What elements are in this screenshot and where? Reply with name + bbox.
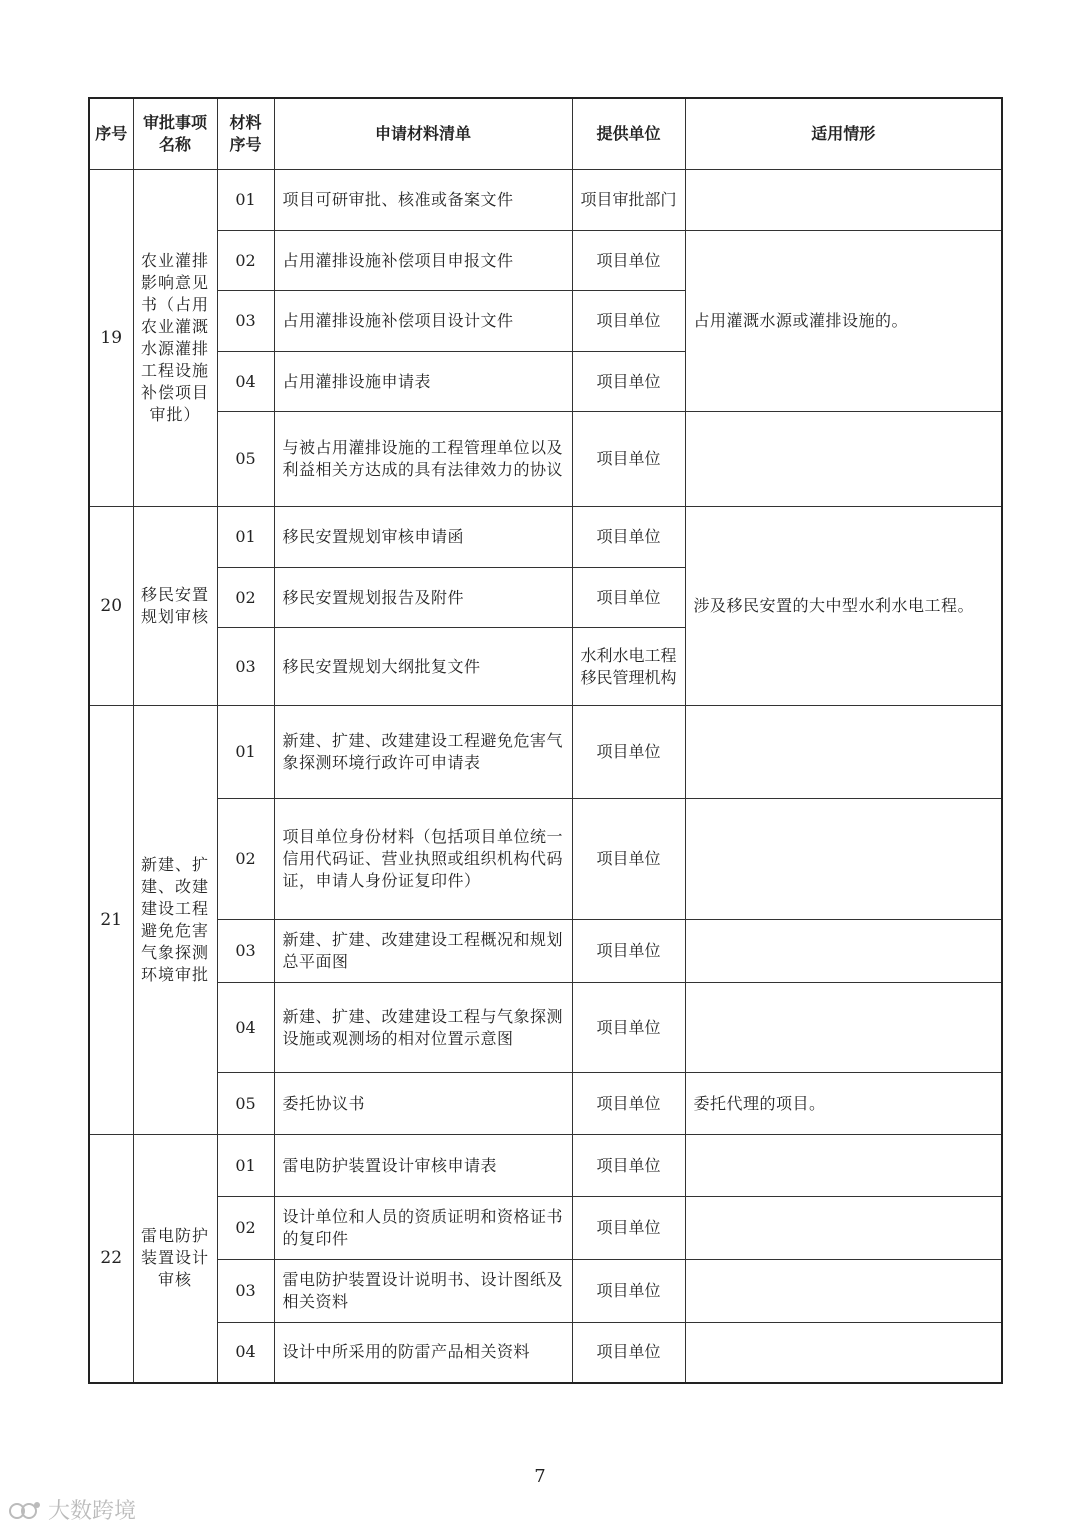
table-row bbox=[89, 170, 1002, 231]
material-text: 新建、扩建、改建建设工程概况和规划总平面图 bbox=[274, 920, 572, 983]
material-text: 雷电防护装置设计说明书、设计图纸及相关资料 bbox=[274, 1260, 572, 1323]
provider: 项目单位 bbox=[572, 1135, 685, 1197]
material-no: 02 bbox=[217, 231, 274, 291]
watermark-logo-icon bbox=[8, 1499, 42, 1521]
material-text: 新建、扩建、改建建设工程避免危害气象探测环境行政许可申请表 bbox=[274, 706, 572, 799]
header-situation: 适用情形 bbox=[685, 98, 1002, 170]
situation bbox=[685, 799, 1002, 920]
provider: 项目单位 bbox=[572, 412, 685, 507]
material-text: 占用灌排设施补偿项目设计文件 bbox=[274, 291, 572, 352]
header-name: 审批事项名称 bbox=[133, 98, 217, 170]
approval-name: 雷电防护装置设计审核 bbox=[133, 1135, 217, 1383]
situation bbox=[685, 1323, 1002, 1383]
provider: 项目单位 bbox=[572, 1323, 685, 1383]
material-text: 项目单位身份材料（包括项目单位统一信用代码证、营业执照或组织机构代码证，申请人身份证复印件） bbox=[274, 799, 572, 920]
situation bbox=[685, 1197, 1002, 1260]
provider: 项目单位 bbox=[572, 507, 685, 568]
material-no: 02 bbox=[217, 799, 274, 920]
material-text: 移民安置规划大纲批复文件 bbox=[274, 628, 572, 706]
table-row bbox=[89, 231, 1002, 291]
material-no: 05 bbox=[217, 1073, 274, 1135]
table-row bbox=[89, 920, 1002, 983]
material-text: 设计中所采用的防雷产品相关资料 bbox=[274, 1323, 572, 1383]
table-row bbox=[89, 1197, 1002, 1260]
material-no: 01 bbox=[217, 706, 274, 799]
material-no: 03 bbox=[217, 628, 274, 706]
situation-empty bbox=[685, 412, 1002, 507]
provider: 项目单位 bbox=[572, 568, 685, 628]
provider: 项目审批部门 bbox=[572, 170, 685, 231]
provider: 项目单位 bbox=[572, 706, 685, 799]
material-no: 03 bbox=[217, 1260, 274, 1323]
table-row bbox=[89, 1073, 1002, 1135]
situation-empty bbox=[685, 170, 1002, 231]
provider: 项目单位 bbox=[572, 1073, 685, 1135]
table-row bbox=[89, 1135, 1002, 1197]
approval-name: 新建、扩建、改建建设工程避免危害气象探测环境审批 bbox=[133, 706, 217, 1135]
situation bbox=[685, 1135, 1002, 1197]
material-text: 占用灌排设施申请表 bbox=[274, 352, 572, 412]
material-no: 04 bbox=[217, 352, 274, 412]
page-number: 7 bbox=[534, 1466, 546, 1487]
situation: 涉及移民安置的大中型水利水电工程。 bbox=[685, 507, 1002, 706]
material-no: 04 bbox=[217, 983, 274, 1073]
material-text: 项目可研审批、核准或备案文件 bbox=[274, 170, 572, 231]
header-row bbox=[89, 98, 1002, 170]
material-no: 04 bbox=[217, 1323, 274, 1383]
provider: 项目单位 bbox=[572, 920, 685, 983]
table-row bbox=[89, 706, 1002, 799]
table-row bbox=[89, 1323, 1002, 1383]
material-no: 02 bbox=[217, 1197, 274, 1260]
situation: 委托代理的项目。 bbox=[685, 1073, 1002, 1135]
material-no: 02 bbox=[217, 568, 274, 628]
situation: 占用灌溉水源或灌排设施的。 bbox=[685, 231, 1002, 412]
provider: 项目单位 bbox=[572, 1260, 685, 1323]
situation bbox=[685, 1260, 1002, 1323]
table-row bbox=[89, 412, 1002, 507]
approval-name: 移民安置规划审核 bbox=[133, 507, 217, 706]
material-text: 移民安置规划报告及附件 bbox=[274, 568, 572, 628]
situation bbox=[685, 920, 1002, 983]
material-text: 移民安置规划审核申请函 bbox=[274, 507, 572, 568]
material-no: 01 bbox=[217, 507, 274, 568]
approval-name: 农业灌排影响意见书（占用农业灌溉水源灌排工程设施补偿项目审批） bbox=[133, 170, 217, 507]
provider: 水利水电工程移民管理机构 bbox=[572, 628, 685, 706]
watermark bbox=[8, 1494, 136, 1525]
provider: 项目单位 bbox=[572, 799, 685, 920]
table-row bbox=[89, 983, 1002, 1073]
material-text: 新建、扩建、改建建设工程与气象探测设施或观测场的相对位置示意图 bbox=[274, 983, 572, 1073]
group-seq: 19 bbox=[89, 170, 133, 507]
situation bbox=[685, 983, 1002, 1073]
material-text: 设计单位和人员的资质证明和资格证书的复印件 bbox=[274, 1197, 572, 1260]
provider: 项目单位 bbox=[572, 352, 685, 412]
material-no: 03 bbox=[217, 291, 274, 352]
header-no: 材料序号 bbox=[217, 98, 274, 170]
material-text: 占用灌排设施补偿项目申报文件 bbox=[274, 231, 572, 291]
material-text: 委托协议书 bbox=[274, 1073, 572, 1135]
material-text: 与被占用灌排设施的工程管理单位以及利益相关方达成的具有法律效力的协议 bbox=[274, 412, 572, 507]
header-provider: 提供单位 bbox=[572, 98, 685, 170]
group-seq: 22 bbox=[89, 1135, 133, 1383]
material-no: 01 bbox=[217, 1135, 274, 1197]
provider: 项目单位 bbox=[572, 291, 685, 352]
material-no: 03 bbox=[217, 920, 274, 983]
table-row bbox=[89, 1260, 1002, 1323]
situation bbox=[685, 706, 1002, 799]
header-material: 申请材料清单 bbox=[274, 98, 572, 170]
group-seq: 20 bbox=[89, 507, 133, 706]
provider: 项目单位 bbox=[572, 231, 685, 291]
table-row bbox=[89, 507, 1002, 568]
provider: 项目单位 bbox=[572, 1197, 685, 1260]
provider: 项目单位 bbox=[572, 983, 685, 1073]
material-text: 雷电防护装置设计审核申请表 bbox=[274, 1135, 572, 1197]
watermark-text: 大数跨境 bbox=[48, 1499, 137, 1524]
table-row bbox=[89, 799, 1002, 920]
material-no: 05 bbox=[217, 412, 274, 507]
header-seq: 序号 bbox=[89, 98, 133, 170]
group-seq: 21 bbox=[89, 706, 133, 1135]
materials-table bbox=[88, 97, 1003, 1384]
material-no: 01 bbox=[217, 170, 274, 231]
